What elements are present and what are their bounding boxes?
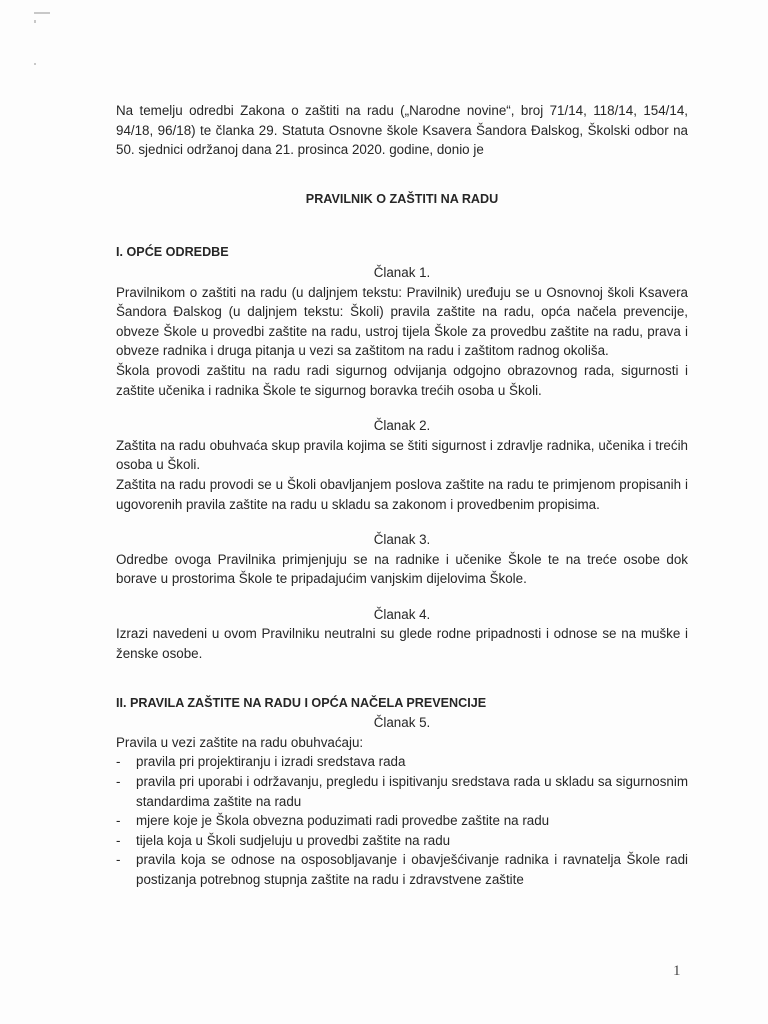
list-item: - pravila koja se odnose na osposobljavanje i obavješćivanje radnika i ravnatelja Škole radi postizanja potrebnog stupnja zaštite na radu i zdravstvene zaštite <box>116 850 688 889</box>
page-number: 1 <box>673 963 681 979</box>
article-5-lead: Pravila u vezi zaštite na radu obuhvaćaju: <box>116 734 364 750</box>
section-heading-1: I. OPĆE ODREDBE <box>116 245 229 260</box>
article-4-heading: Članak 4. <box>373 606 431 622</box>
article-3-heading: Članak 3. <box>373 532 431 548</box>
article-2-paragraph-2: Zaštita na radu provodi se u Školi obavljanjem poslova zaštite na radu te primjenom propisanih i ugovorenih pravila zaštite na radu u skladu sa zakonom i provedbenim propisima. <box>116 476 688 512</box>
article-1-paragraph-2: Škola provodi zaštitu na radu radi sigurnog odvijanja odgojno obrazovnog rada, sigurnosti i zaštite učenika i radnika Škole te sigurnog boravka trećih osoba u Školi. <box>116 362 688 398</box>
document-body <box>116 101 688 890</box>
scan-mark <box>34 63 36 65</box>
scan-mark <box>34 20 36 23</box>
list-item: - mjere koje je Škola obvezna poduzimati radi provedbe zaštite na radu <box>116 811 688 831</box>
list-item: - pravila pri projektiranju i izradi sredstava rada <box>116 752 688 772</box>
article-2-heading: Članak 2. <box>373 418 431 434</box>
scan-mark <box>34 12 50 14</box>
article-1-heading: Članak 1. <box>373 264 431 280</box>
list-item: - tijela koja u Školi sudjeluju u provedbi zaštite na radu <box>116 831 688 851</box>
article-1-paragraph-1: Pravilnikom o zaštiti na radu (u daljnjem tekstu: Pravilnik) uređuju se u Osnovnoj školi Ksavera Šandora Đalskog (u daljnjem tekstu: Školi) pravila zaštite na radu, opća načela prevencije, obveze Škole u provedbi zaštite na radu, ustroj tijela Škole za provedbu zaštite na radu, prava i obveze radnika i druga pitanja u vezi sa zaštitom na radu i zaštitom radnog okoliša. <box>116 284 688 359</box>
section-heading-2: II. PRAVILA ZAŠTITE NA RADU I OPĆA NAČELA PREVENCIJE <box>116 695 487 710</box>
article-2-paragraph-1: Zaštita na radu obuhvaća skup pravila kojima se štiti sigurnost i zdravlje radnika, učenika i trećih osoba u Školi. <box>116 437 688 473</box>
article-5-heading: Članak 5. <box>373 715 431 731</box>
article-4-paragraph-1: Izrazi navedeni u ovom Pravilniku neutralni su glede rodne pripadnosti i odnose se na muške i ženske osobe. <box>116 626 688 662</box>
article-5-list <box>116 752 688 889</box>
list-item: - pravila pri uporabi i održavanju, pregledu i ispitivanju sredstava rada u skladu sa sigurnosnim standardima zaštite na radu <box>116 772 688 811</box>
intro-paragraph: Na temelju odredbi Zakona o zaštiti na radu („Narodne novine“, broj 71/14, 118/14, 154/14, 94/18, 96/18) te članka 29. Statuta Osnovne škole Ksavera Šandora Đalskog, Školski odbor na 50. sjednici održanoj dana 21. prosinca 2020. godine, donio je <box>116 103 688 158</box>
document-title: PRAVILNIK O ZAŠTITI NA RADU <box>305 191 499 206</box>
article-3-paragraph-1: Odredbe ovoga Pravilnika primjenjuju se na radnike i učenike Škole te na treće osobe dok borave u prostorima Škole te pripadajućim vanjskim dijelovima Škole. <box>116 551 688 587</box>
